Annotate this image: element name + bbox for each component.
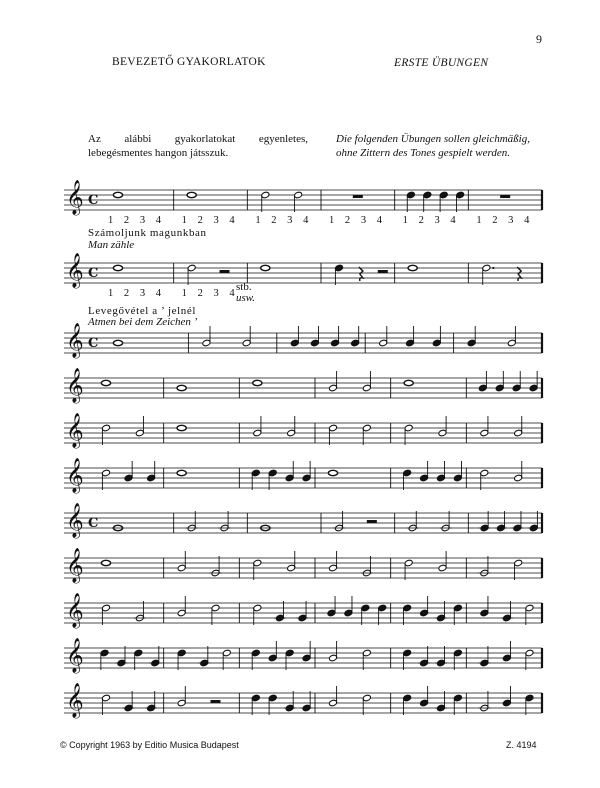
half-note: [404, 424, 413, 432]
half-note: [187, 264, 196, 272]
quarter-note: [403, 694, 412, 702]
half-note: [177, 609, 186, 617]
quarter-note: [302, 474, 311, 482]
count-digit: 2: [492, 215, 498, 226]
quarter-note: [495, 384, 504, 392]
half-note: [438, 429, 447, 437]
quarter-note: [134, 649, 143, 657]
count-digit: 4: [524, 215, 530, 226]
quarter-note: [456, 191, 465, 199]
quarter-note: [453, 694, 462, 702]
quarter-note: [361, 604, 370, 612]
quarter-note: [100, 649, 109, 657]
count-digit: 1: [108, 288, 114, 299]
half-note: [287, 429, 296, 437]
quarter-note: [251, 649, 260, 657]
title-german: ERSTE ÜBUNGEN: [394, 57, 489, 69]
treble-clef-icon: 𝄞: [66, 503, 84, 538]
half-note: [211, 604, 220, 612]
whole-note: [113, 265, 122, 270]
quarter-note: [406, 191, 415, 199]
treble-clef-icon: 𝄞: [66, 458, 84, 493]
quarter-note: [251, 694, 260, 702]
quarter-note: [285, 649, 294, 657]
count-instruction-hungarian: Számoljunk magunkban: [88, 227, 207, 239]
count-digit: 3: [287, 215, 293, 226]
half-note: [102, 694, 111, 702]
half-note: [514, 559, 523, 567]
quarter-note: [423, 191, 432, 199]
half-note: [202, 339, 211, 347]
half-rest: [220, 270, 230, 273]
treble-clef-icon: 𝄞: [66, 368, 84, 403]
count-digit: 1: [476, 215, 482, 226]
whole-note: [328, 470, 337, 475]
quarter-note: [124, 474, 133, 482]
quarter-note: [420, 474, 429, 482]
half-note: [222, 649, 231, 657]
quarter-note: [285, 474, 294, 482]
quarter-note: [406, 339, 415, 347]
count-digit: 1: [402, 215, 408, 226]
quarter-note: [378, 604, 387, 612]
quarter-note: [467, 339, 476, 347]
half-note: [404, 559, 413, 567]
half-note: [362, 694, 371, 702]
half-note: [253, 604, 262, 612]
half-note: [379, 339, 388, 347]
title-hungarian: BEVEZETŐ GYAKORLATOK: [112, 56, 266, 68]
half-note: [242, 339, 251, 347]
quarter-note: [502, 699, 511, 707]
count-digit: 2: [197, 288, 203, 299]
half-note: [261, 191, 270, 199]
count-digit: 4: [229, 215, 235, 226]
quarter-note: [403, 604, 412, 612]
count-digit: 3: [508, 215, 514, 226]
quarter-note: [310, 339, 319, 347]
count-digit: 4: [229, 288, 235, 299]
count-digit: 3: [213, 288, 219, 299]
half-note: [480, 429, 489, 437]
half-note: [102, 424, 111, 432]
quarter-note: [268, 694, 277, 702]
half-note: [329, 654, 338, 662]
half-note: [329, 699, 338, 707]
count-digit: 4: [450, 215, 456, 226]
time-signature: C: [88, 266, 99, 281]
count-digit: 4: [376, 215, 382, 226]
treble-clef-icon: 𝄞: [66, 638, 84, 673]
count-digit: 2: [123, 288, 130, 299]
quarter-note: [453, 474, 462, 482]
quarter-note: [344, 609, 353, 617]
quarter-note: [302, 654, 311, 662]
count-digit: 4: [303, 215, 309, 226]
whole-note: [113, 192, 122, 197]
half-note: [102, 604, 111, 612]
whole-note: [404, 380, 413, 385]
count-digit: 3: [139, 288, 146, 299]
half-note: [480, 469, 489, 477]
quarter-note: [290, 339, 299, 347]
count-digit: 3: [360, 215, 367, 226]
half-note: [102, 469, 111, 477]
whole-note: [101, 380, 110, 385]
time-signature: C: [88, 336, 99, 351]
half-note: [507, 339, 516, 347]
count-digit: 1: [181, 288, 187, 299]
plate-number: Z. 4194: [506, 740, 537, 750]
time-signature: C: [88, 516, 99, 531]
quarter-note: [251, 469, 260, 477]
quarter-note: [327, 609, 336, 617]
quarter-note: [403, 469, 412, 477]
quarter-note: [512, 384, 521, 392]
count-digit: 2: [344, 215, 351, 226]
half-note: [525, 649, 534, 657]
quarter-note: [335, 264, 344, 272]
quarter-note: [453, 604, 462, 612]
quarter-note: [147, 474, 156, 482]
whole-note: [253, 380, 262, 385]
whole-note: [177, 385, 186, 390]
count-instruction-german: Man zähle: [88, 239, 135, 251]
quarter-rest: [517, 267, 521, 281]
half-note: [329, 564, 338, 572]
half-note: [329, 384, 338, 392]
half-note: [362, 384, 371, 392]
half-note: [482, 264, 491, 272]
augmentation-dot: [492, 267, 494, 269]
count-digit: 2: [197, 215, 203, 226]
count-digit: 1: [108, 215, 114, 226]
half-note: [294, 191, 303, 199]
count-digit: 3: [213, 215, 219, 226]
whole-note: [101, 560, 110, 565]
whole-note: [177, 470, 186, 475]
count-digit: 4: [155, 215, 161, 226]
treble-clef-icon: 𝄞: [66, 683, 84, 718]
half-note: [177, 564, 186, 572]
treble-clef-icon: 𝄞: [66, 593, 84, 628]
quarter-note: [177, 649, 186, 657]
quarter-note: [436, 474, 445, 482]
intro-german: Die folgenden Übungen sollen gleichmäßig, ohne Zittern des Tones gespielt werden.: [336, 133, 530, 159]
quarter-note: [268, 469, 277, 477]
whole-note: [261, 265, 270, 270]
intro-hungarian: Az alábbi gyakorlatokat egyenletes, lebegésmentes hangon játsszuk.: [88, 133, 308, 159]
page-number: 9: [536, 32, 542, 46]
half-note: [253, 429, 262, 437]
half-rest: [367, 520, 377, 523]
whole-note: [187, 192, 196, 197]
whole-rest: [353, 195, 363, 198]
half-note: [438, 564, 447, 572]
treble-clef-icon: 𝄞: [66, 180, 84, 215]
quarter-note: [403, 649, 412, 657]
half-note: [514, 429, 523, 437]
copyright-notice: © Copyright 1963 by Editio Musica Budapest: [60, 740, 239, 750]
half-note: [253, 559, 262, 567]
treble-clef-icon: 𝄞: [66, 323, 84, 358]
quarter-note: [268, 654, 277, 662]
count-digit: 1: [181, 215, 187, 226]
count-digit: 3: [139, 215, 146, 226]
quarter-rest: [359, 267, 363, 281]
count-digit: 2: [418, 215, 424, 226]
half-note: [135, 429, 144, 437]
half-note: [362, 424, 371, 432]
quarter-note: [525, 694, 534, 702]
breath-instruction-hungarian: Levegővétel a ’ jelnél: [88, 305, 196, 317]
count-digit: 4: [155, 288, 161, 299]
count-digit: 3: [434, 215, 440, 226]
half-note: [525, 604, 534, 612]
time-signature: C: [88, 193, 99, 208]
quarter-note: [420, 699, 429, 707]
etc-german: usw.: [236, 292, 256, 304]
quarter-note: [478, 384, 487, 392]
etc-hungarian: stb.: [236, 281, 252, 293]
count-digit: 2: [123, 215, 130, 226]
count-digit: 2: [271, 215, 277, 226]
quarter-note: [351, 339, 360, 347]
half-note: [177, 699, 186, 707]
whole-note: [408, 265, 417, 270]
count-digit: 1: [329, 215, 335, 226]
quarter-note: [480, 609, 489, 617]
half-note: [329, 424, 338, 432]
quarter-note: [331, 339, 340, 347]
treble-clef-icon: 𝄞: [66, 413, 84, 448]
breath-instruction-german: Atmen bei dem Zeichen ’: [88, 316, 198, 328]
treble-clef-icon: 𝄞: [66, 548, 84, 583]
quarter-note: [529, 384, 538, 392]
count-digit: 1: [255, 215, 261, 226]
quarter-note: [502, 654, 511, 662]
half-note: [362, 649, 371, 657]
whole-rest: [500, 195, 510, 198]
quarter-note: [453, 649, 462, 657]
quarter-note: [420, 609, 429, 617]
half-note: [287, 564, 296, 572]
whole-note: [113, 340, 122, 345]
half-rest: [378, 270, 388, 273]
half-rest: [211, 700, 221, 703]
quarter-note: [439, 191, 448, 199]
treble-clef-icon: 𝄞: [66, 253, 84, 288]
whole-note: [177, 425, 186, 430]
quarter-note: [432, 339, 441, 347]
half-note: [514, 474, 523, 482]
